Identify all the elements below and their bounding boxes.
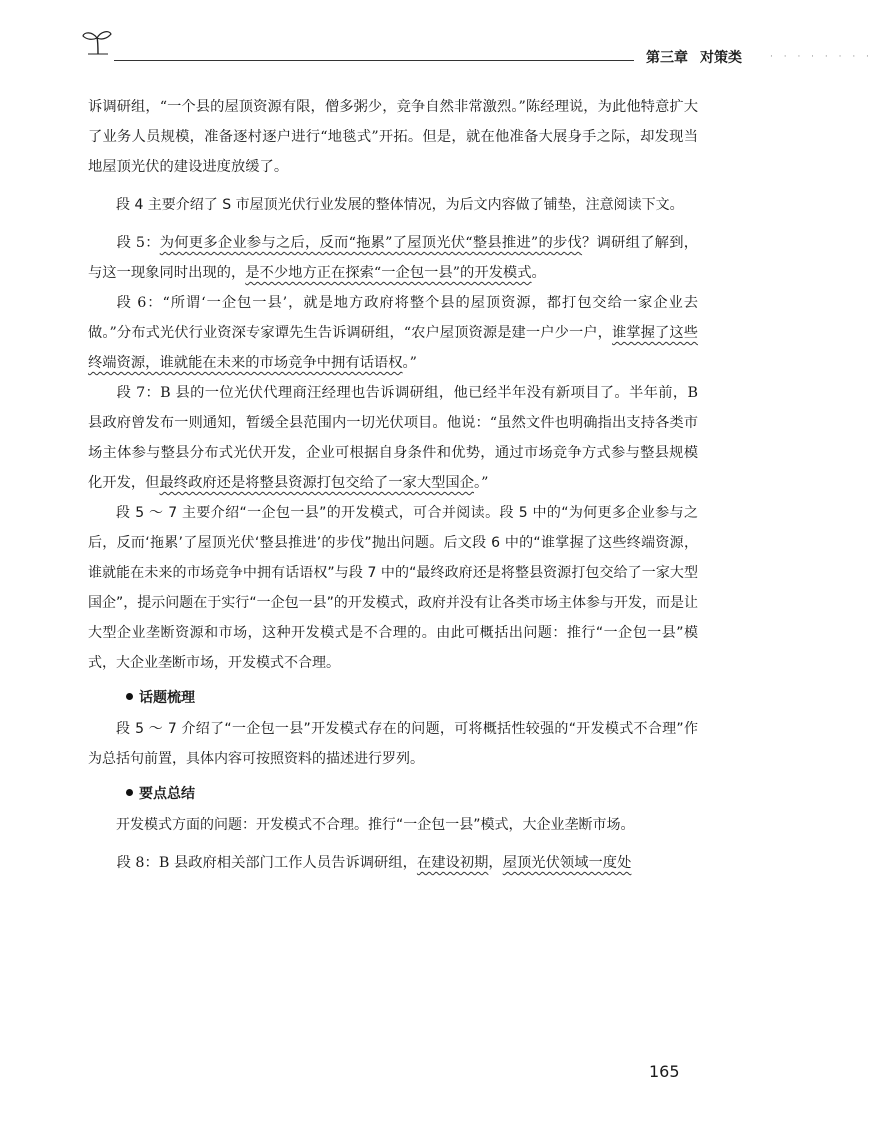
para-8-comma: ， [488,855,503,871]
paragraph-5 [88,228,698,288]
paragraph-6 [88,288,698,378]
chapter-title [646,47,742,67]
analysis-note-3: 段 5 ～ 7 介绍了“一企包一县”开发模式存在的问题，可将概括性较强的“开发模式不合理”作为总括句前置，具体内容可按照资料的描述进行罗列。 [88,721,698,767]
paragraph-1: 诉调研组，“一个县的屋顶资源有限，僧多粥少，竞争自然非常激烈。”陈经理说，为此他特意扩大了业务人员规模，准备逐村逐户进行“地毯式”开拓。但是，就在他准备大展身手之际，却发现当地屋顶光伏的建设进度放缓了。 [88,99,698,175]
analysis-note-2: 段 5 ～ 7 主要介绍“一企包一县”的开发模式，可合并阅读。段 5 中的“为何更多企业参与之后，反而‘拖累’了屋顶光伏‘整县推进’的步伐”抛出问题。后文段 6 中的“谁掌握了这些终端资源，谁就能在未来的市场竞争中拥有话语权”与段 7 中的“最终政府还是将整县资源打包交给了一家大型国企”，提示问题在于实行“一企包一县”的开发模式，政府并没有让各类市场主体参与开发，而是让大型企业垄断资源和市场，这种开发模式是不合理的。由此可概括出问题：推行“一企包一县”模式，大企业垄断市场，开发模式不合理。 [88,505,698,671]
key-point-summary: 开发模式方面的问题：开发模式不合理。推行“一企包一县”模式，大企业垄断市场。 [116,817,635,833]
para-6-underline: 谁掌握了这些终端资源，谁就能在未来的市场竞争中拥有话语权 [88,325,699,371]
para-5-underline-1: 为何更多企业参与之后，反而“拖累”了屋顶光伏“整县推进”的步伐 [159,235,583,251]
page-header [80,28,873,68]
para-5-end: 。 [531,265,546,281]
heading-topic-review-text: 话题梳理 [139,690,195,706]
para-7-underline: 最终政府还是将整县资源打包交给了一家大型国企 [159,475,475,491]
section-label: 对策类 [700,50,742,66]
header-rule [114,60,634,61]
paragraph-8 [88,848,698,878]
para-8-text: 段 8：B 县政府相关部门工作人员告诉调研组， [116,855,417,871]
bullet-icon [126,789,133,796]
para-5-label: 段 5： [116,235,160,251]
heading-key-points [88,778,698,810]
analysis-note-1: 段 4 主要介绍了 S 市屋顶光伏行业发展的整体情况，为后文内容做了铺垫，注意阅读下文。 [116,197,684,213]
heading-key-points-text: 要点总结 [139,786,195,802]
bullet-icon [126,693,133,700]
para-7-text: 段 7：B 县的一位光伏代理商汪经理也告诉调研组，他已经半年没有新项目了。半年前，B 县政府曾发布一则通知，暂缓全县范围内一切光伏项目。他说：“虽然文件也明确指出支持各类市场主体参与整县分布式光伏开发，企业可根据自身条件和优势，通过市场竞争方式参与整县规模化开发，但 [88,385,698,491]
para-6-text: 段 6：“所谓‘一企包一县’，就是地方政府将整个县的屋顶资源，都打包交给一家企业去做。”分布式光伏行业资深专家谭先生告诉调研组，“农户屋顶资源是建一户少一户， [88,295,698,341]
chapter-label: 第三章 [646,50,688,66]
para-5-text: ？调研组了解到，与这一现象同时出现的， [88,235,699,281]
para-7-end: 。” [474,475,489,491]
para-5-underline-2: 是不少地方正在探索“一企包一县”的开发模式 [245,265,532,281]
para-8-underline-1: 在建设初期 [416,855,489,871]
page-body [88,92,698,878]
paragraph-7 [88,378,698,498]
header-dots: · · · · · · · · [770,52,873,62]
page-number: 165 [649,1062,680,1081]
para-6-end: 。” [402,355,417,371]
para-8-underline-2: 屋顶光伏领域一度处 [502,855,632,871]
sprout-logo-icon [80,28,116,58]
heading-topic-review [88,682,698,714]
